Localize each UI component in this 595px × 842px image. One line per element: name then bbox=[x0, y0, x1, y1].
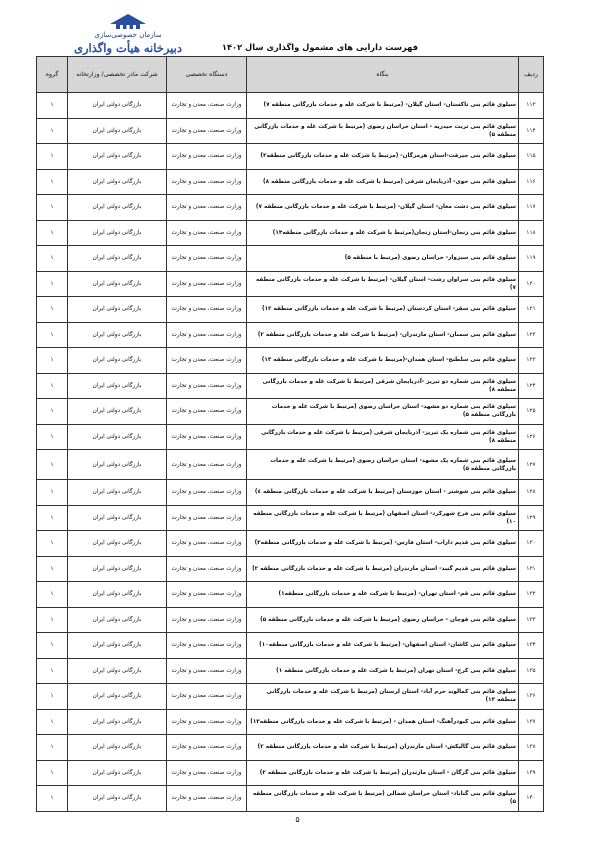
table-row bbox=[37, 531, 544, 557]
table-row bbox=[37, 505, 544, 531]
row-number-cell: ۱۲۳ bbox=[519, 348, 544, 374]
table-row bbox=[37, 450, 544, 480]
department-cell: وزارت صنعت، معدن و تجارت bbox=[167, 658, 247, 684]
row-number-cell: ۱۳۳ bbox=[519, 607, 544, 633]
enterprise-name-cell: سیلوی قائم بنی شماره یک مشهد- استان خراسان رضوی (مرتبط با شرکت غله و خدمات بازرگانی منطقه ۵) bbox=[247, 450, 519, 480]
group-cell: ۱ bbox=[37, 735, 68, 761]
page-title: فهرست دارایی های مشمول واگذاری سال ۱۴۰۲ bbox=[221, 42, 419, 52]
row-number-cell: ۱۲۱ bbox=[519, 297, 544, 323]
parent-company-cell: بازرگانی دولتی ایران bbox=[68, 373, 167, 399]
org-logo bbox=[58, 14, 198, 58]
row-number-cell: ۱۱۶ bbox=[519, 169, 544, 195]
parent-company-cell: بازرگانی دولتی ایران bbox=[68, 735, 167, 761]
parent-company-cell: بازرگانی دولتی ایران bbox=[68, 399, 167, 425]
table-row bbox=[37, 297, 544, 323]
department-cell: وزارت صنعت، معدن و تجارت bbox=[167, 786, 247, 812]
column-header-parent-company: شرکت مادر تخصصی/ وزارتخانه bbox=[68, 57, 167, 93]
row-number-cell: ۱۳۶ bbox=[519, 684, 544, 710]
row-number-cell: ۱۲۵ bbox=[519, 399, 544, 425]
table-row bbox=[37, 556, 544, 582]
table-row bbox=[37, 322, 544, 348]
row-number-cell: ۱۳۲ bbox=[519, 582, 544, 608]
enterprise-name-cell: سیلوی قائم بنی جیرفت-استان هرمزگان- (مرتبط با شرکت غله و خدمات بازرگانی منطقه۳) bbox=[247, 144, 519, 170]
parent-company-cell: بازرگانی دولتی ایران bbox=[68, 169, 167, 195]
row-number-cell: ۱۳۰ bbox=[519, 531, 544, 557]
enterprise-name-cell: سیلوی قائم بنی خوی- آذربایجان شرقی (مرتبط با شرکت غله و خدمات بازرگانی منطقه ۸) bbox=[247, 169, 519, 195]
department-cell: وزارت صنعت، معدن و تجارت bbox=[167, 582, 247, 608]
table-header-row bbox=[37, 57, 544, 93]
department-cell: وزارت صنعت، معدن و تجارت bbox=[167, 195, 247, 221]
row-number-cell: ۱۲۴ bbox=[519, 373, 544, 399]
parent-company-cell: بازرگانی دولتی ایران bbox=[68, 450, 167, 480]
enterprise-name-cell: سیلوی قائم بنی تربت حیدریه - استان خراسان رضوی (مرتبط با شرکت غله و خدمات بازرگانی منطقه ۵) bbox=[247, 118, 519, 144]
table-row bbox=[37, 633, 544, 659]
group-cell: ۱ bbox=[37, 684, 68, 710]
group-cell: ۱ bbox=[37, 373, 68, 399]
enterprise-name-cell: سیلوی قائم بنی گالیکش- استان مازندران (مرتبط با شرکت غله و خدمات بازرگانی منطقه ۲) bbox=[247, 735, 519, 761]
enterprise-name-cell: سیلوی قائم بنی کمالوند خرم آباد- استان لرستان (مرتبط با شرکت غله و خدمات بازرگانی منطقه ۱۳) bbox=[247, 684, 519, 710]
row-number-cell: ۱۳۸ bbox=[519, 735, 544, 761]
column-header-enterprise: بنگاه bbox=[247, 57, 519, 93]
parent-company-cell: بازرگانی دولتی ایران bbox=[68, 658, 167, 684]
group-cell: ۱ bbox=[37, 607, 68, 633]
parent-company-cell: بازرگانی دولتی ایران bbox=[68, 220, 167, 246]
department-cell: وزارت صنعت، معدن و تجارت bbox=[167, 348, 247, 374]
column-header-row-number: ردیف bbox=[519, 57, 544, 93]
table-row bbox=[37, 786, 544, 812]
enterprise-name-cell: سیلوی قائم بنی دشت مغان- استان گیلان- (مرتبط با شرکت غله و خدمات بازرگانی منطقه ۷) bbox=[247, 195, 519, 221]
column-header-group: گروه bbox=[37, 57, 68, 93]
enterprise-name-cell: سیلوی قائم بنی سقز- استان کردستان (مرتبط با شرکت غله و خدمات بازرگانی منطقه ۱۲) bbox=[247, 297, 519, 323]
parent-company-cell: بازرگانی دولتی ایران bbox=[68, 633, 167, 659]
group-cell: ۱ bbox=[37, 531, 68, 557]
row-number-cell: ۱۱۵ bbox=[519, 144, 544, 170]
row-number-cell: ۱۲۷ bbox=[519, 450, 544, 480]
logo-org-name: سازمان خصوصی‌سازی bbox=[94, 31, 162, 39]
logo-secretariat-name: دبیرخانه هیأت واگذاری bbox=[74, 41, 182, 55]
department-cell: وزارت صنعت، معدن و تجارت bbox=[167, 424, 247, 450]
group-cell: ۱ bbox=[37, 505, 68, 531]
enterprise-name-cell: سیلوی قائم بنی قدیم گنبد- استان مازندران (مرتبط با شرکت غله و خدمات بازرگانی منطقه ۲) bbox=[247, 556, 519, 582]
department-cell: وزارت صنعت، معدن و تجارت bbox=[167, 246, 247, 272]
table-row bbox=[37, 220, 544, 246]
parent-company-cell: بازرگانی دولتی ایران bbox=[68, 271, 167, 297]
group-cell: ۱ bbox=[37, 556, 68, 582]
table-row bbox=[37, 271, 544, 297]
row-number-cell: ۱۲۸ bbox=[519, 480, 544, 506]
parent-company-cell: بازرگانی دولتی ایران bbox=[68, 348, 167, 374]
parent-company-cell: بازرگانی دولتی ایران bbox=[68, 195, 167, 221]
row-number-cell: ۱۱۹ bbox=[519, 246, 544, 272]
enterprise-name-cell: سیلوی قائم بنی شماره دو مشهد- استان خراسان رضوی (مرتبط با شرکت غله و خدمات بازرگانی منطقه ۵) bbox=[247, 399, 519, 425]
enterprise-name-cell: سیلوی قائم بنی سلطنج- استان همدان-(مرتبط با شرکت غله و خدمات بازرگانی منطقه ۱۳) bbox=[247, 348, 519, 374]
department-cell: وزارت صنعت، معدن و تجارت bbox=[167, 144, 247, 170]
table-row bbox=[37, 144, 544, 170]
parent-company-cell: بازرگانی دولتی ایران bbox=[68, 246, 167, 272]
row-number-cell: ۱۱۳ bbox=[519, 93, 544, 119]
enterprise-name-cell: سیلوی قائم بنی گناباد- استان خراسان شمالی (مرتبط با شرکت غله و خدمات بازرگانی منطقه ۵) bbox=[247, 786, 519, 812]
parent-company-cell: بازرگانی دولتی ایران bbox=[68, 582, 167, 608]
enterprise-name-cell: سیلوی قائم بنی شوشتر - استان خوزستان (مرتبط با شرکت غله و خدمات بازرگانی منطقه ٤) bbox=[247, 480, 519, 506]
department-cell: وزارت صنعت، معدن و تجارت bbox=[167, 297, 247, 323]
parent-company-cell: بازرگانی دولتی ایران bbox=[68, 684, 167, 710]
row-number-cell: ۱۲۰ bbox=[519, 271, 544, 297]
department-cell: وزارت صنعت، معدن و تجارت bbox=[167, 633, 247, 659]
group-cell: ۱ bbox=[37, 709, 68, 735]
parent-company-cell: بازرگانی دولتی ایران bbox=[68, 505, 167, 531]
row-number-cell: ۱۳۷ bbox=[519, 709, 544, 735]
parent-company-cell: بازرگانی دولتی ایران bbox=[68, 760, 167, 786]
table-row bbox=[37, 246, 544, 272]
enterprise-name-cell: سیلوی قائم بنی قوچان - خراسان رضوی (مرتبط با شرکت غله و خدمات بازرگانی منطقه ۵) bbox=[247, 607, 519, 633]
group-cell: ۱ bbox=[37, 144, 68, 170]
parent-company-cell: بازرگانی دولتی ایران bbox=[68, 93, 167, 119]
department-cell: وزارت صنعت، معدن و تجارت bbox=[167, 607, 247, 633]
page-number: ۵ bbox=[295, 815, 300, 824]
group-cell: ۱ bbox=[37, 424, 68, 450]
table-row bbox=[37, 399, 544, 425]
parent-company-cell: بازرگانی دولتی ایران bbox=[68, 709, 167, 735]
enterprise-name-cell: سیلوی قائم بنی قدیم داراب- استان فارس- (مرتبط با شرکت غله و خدمات بازرگانی منطقه۳) bbox=[247, 531, 519, 557]
group-cell: ۱ bbox=[37, 220, 68, 246]
row-number-cell: ۱۲۹ bbox=[519, 505, 544, 531]
table-row bbox=[37, 348, 544, 374]
enterprise-name-cell: سیلوی قائم بنی فرخ شهرکرد- استان اصفهان (مرتبط با شرکت غله و خدمات بازرگانی منطقه ۱۰) bbox=[247, 505, 519, 531]
enterprise-name-cell: سیلوی قائم بنی کاشان- استان اصفهان- (مرتبط با شرکت غله و خدمات بازرگانی منطقه۱۰) bbox=[247, 633, 519, 659]
group-cell: ۱ bbox=[37, 271, 68, 297]
department-cell: وزارت صنعت، معدن و تجارت bbox=[167, 505, 247, 531]
department-cell: وزارت صنعت، معدن و تجارت bbox=[167, 760, 247, 786]
enterprise-name-cell: سیلوی قائم بنی کبودرآهنگ- استان همدان - (مرتبط با شرکت غله و خدمات بازرگانی منطقه۱۳) bbox=[247, 709, 519, 735]
table-row bbox=[37, 169, 544, 195]
enterprise-name-cell: سیلوی قائم بنی سمنان- استان مازندران- (مرتبط با شرکت غله و خدمات بازرگانی منطقه ۲) bbox=[247, 322, 519, 348]
group-cell: ۱ bbox=[37, 348, 68, 374]
table-row bbox=[37, 93, 544, 119]
assets-table bbox=[36, 56, 544, 812]
table-row bbox=[37, 373, 544, 399]
parent-company-cell: بازرگانی دولتی ایران bbox=[68, 424, 167, 450]
department-cell: وزارت صنعت، معدن و تجارت bbox=[167, 684, 247, 710]
table-row bbox=[37, 760, 544, 786]
row-number-cell: ۱۴۰ bbox=[519, 786, 544, 812]
department-cell: وزارت صنعت، معدن و تجارت bbox=[167, 271, 247, 297]
group-cell: ۱ bbox=[37, 322, 68, 348]
parent-company-cell: بازرگانی دولتی ایران bbox=[68, 607, 167, 633]
row-number-cell: ۱۳۹ bbox=[519, 760, 544, 786]
table-body bbox=[37, 93, 544, 812]
table-row bbox=[37, 658, 544, 684]
enterprise-name-cell: سیلوی قائم بنی شماره دو تبریز -آذربایجان شرقی (مرتبط با شرکت غله و خدمات بازرگانی منطقه ۸) bbox=[247, 373, 519, 399]
building-roof-icon bbox=[110, 14, 146, 30]
table-row bbox=[37, 582, 544, 608]
parent-company-cell: بازرگانی دولتی ایران bbox=[68, 322, 167, 348]
table-row bbox=[37, 607, 544, 633]
department-cell: وزارت صنعت، معدن و تجارت bbox=[167, 118, 247, 144]
row-number-cell: ۱۳۴ bbox=[519, 633, 544, 659]
table-row bbox=[37, 424, 544, 450]
enterprise-name-cell: سیلوی قائم بنی زنجان-استان زنجان(مرتبط با شرکت غله و خدمات بازرگانی منطقه۱۴) bbox=[247, 220, 519, 246]
row-number-cell: ۱۱۸ bbox=[519, 220, 544, 246]
row-number-cell: ۱۳۵ bbox=[519, 658, 544, 684]
group-cell: ۱ bbox=[37, 195, 68, 221]
table-row bbox=[37, 709, 544, 735]
department-cell: وزارت صنعت، معدن و تجارت bbox=[167, 322, 247, 348]
group-cell: ۱ bbox=[37, 297, 68, 323]
row-number-cell: ۱۱۴ bbox=[519, 118, 544, 144]
table-row bbox=[37, 118, 544, 144]
row-number-cell: ۱۳۱ bbox=[519, 556, 544, 582]
parent-company-cell: بازرگانی دولتی ایران bbox=[68, 144, 167, 170]
department-cell: وزارت صنعت، معدن و تجارت bbox=[167, 531, 247, 557]
parent-company-cell: بازرگانی دولتی ایران bbox=[68, 297, 167, 323]
group-cell: ۱ bbox=[37, 450, 68, 480]
column-header-department: دستگاه تخصصی bbox=[167, 57, 247, 93]
enterprise-name-cell: سیلوی قائم بنی شماره یک تبریز- آذربایجان شرقی (مرتبط با شرکت غله و خدمات بازرگانی منطقه ۸) bbox=[247, 424, 519, 450]
parent-company-cell: بازرگانی دولتی ایران bbox=[68, 118, 167, 144]
table-row bbox=[37, 480, 544, 506]
parent-company-cell: بازرگانی دولتی ایران bbox=[68, 480, 167, 506]
table-row bbox=[37, 195, 544, 221]
group-cell: ۱ bbox=[37, 582, 68, 608]
table-row bbox=[37, 735, 544, 761]
parent-company-cell: بازرگانی دولتی ایران bbox=[68, 786, 167, 812]
parent-company-cell: بازرگانی دولتی ایران bbox=[68, 531, 167, 557]
enterprise-name-cell: سیلوی قائم بنی کرج- استان تهران (مرتبط با شرکت غله و خدمات بازرگانی منطقه ۱) bbox=[247, 658, 519, 684]
group-cell: ۱ bbox=[37, 93, 68, 119]
department-cell: وزارت صنعت، معدن و تجارت bbox=[167, 556, 247, 582]
enterprise-name-cell: سیلوی قائم بنی سبزوار- خراسان رضوی (مرتبط با منطقه ۵) bbox=[247, 246, 519, 272]
group-cell: ۱ bbox=[37, 760, 68, 786]
group-cell: ۱ bbox=[37, 633, 68, 659]
department-cell: وزارت صنعت، معدن و تجارت bbox=[167, 93, 247, 119]
department-cell: وزارت صنعت، معدن و تجارت bbox=[167, 399, 247, 425]
enterprise-name-cell: سیلوی قائم بنی قم- استان تهران- (مرتبط با شرکت غله و خدمات بازرگانی منطقه۱) bbox=[247, 582, 519, 608]
group-cell: ۱ bbox=[37, 246, 68, 272]
row-number-cell: ۱۲۲ bbox=[519, 322, 544, 348]
department-cell: وزارت صنعت، معدن و تجارت bbox=[167, 450, 247, 480]
parent-company-cell: بازرگانی دولتی ایران bbox=[68, 556, 167, 582]
enterprise-name-cell: سیلوی قائم بنی تاکستان- استان گیلان- (مرتبط با شرکت غله و خدمات بازرگانی منطقه ۷) bbox=[247, 93, 519, 119]
department-cell: وزارت صنعت، معدن و تجارت bbox=[167, 735, 247, 761]
group-cell: ۱ bbox=[37, 118, 68, 144]
group-cell: ۱ bbox=[37, 169, 68, 195]
group-cell: ۱ bbox=[37, 480, 68, 506]
row-number-cell: ۱۲۶ bbox=[519, 424, 544, 450]
department-cell: وزارت صنعت، معدن و تجارت bbox=[167, 480, 247, 506]
department-cell: وزارت صنعت، معدن و تجارت bbox=[167, 169, 247, 195]
department-cell: وزارت صنعت، معدن و تجارت bbox=[167, 709, 247, 735]
group-cell: ۱ bbox=[37, 399, 68, 425]
group-cell: ۱ bbox=[37, 786, 68, 812]
department-cell: وزارت صنعت، معدن و تجارت bbox=[167, 220, 247, 246]
enterprise-name-cell: سیلوی قائم بنی سراوان رشت- استان گیلان- (مرتبط با شرکت غله و خدمات بازرگانی منطقه ۷) bbox=[247, 271, 519, 297]
group-cell: ۱ bbox=[37, 658, 68, 684]
table-row bbox=[37, 684, 544, 710]
row-number-cell: ۱۱۷ bbox=[519, 195, 544, 221]
enterprise-name-cell: سیلوی قائم بنی گرگان - استان مازندران (مرتبط با شرکت غله و خدمات بازرگانی منطقه ۲) bbox=[247, 760, 519, 786]
department-cell: وزارت صنعت، معدن و تجارت bbox=[167, 373, 247, 399]
